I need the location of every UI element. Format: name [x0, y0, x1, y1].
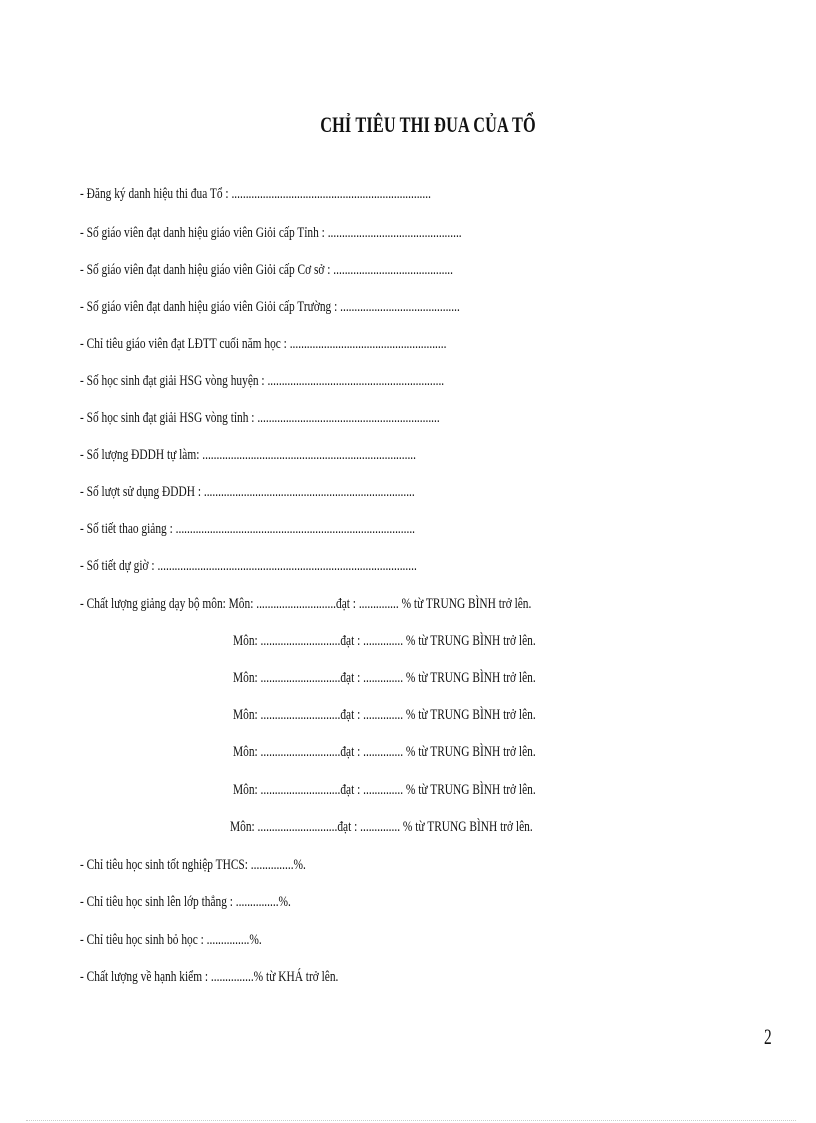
target-line-school-teachers: - Số giáo viên đạt danh hiệu giáo viên Giỏi cấp Trường : ..........................................	[80, 299, 460, 315]
target-line-teaching-quality: - Chất lượng giảng dạy bộ môn: Môn: ............................đạt : .............. % từ TRUNG BÌNH trở lên.	[80, 596, 532, 612]
target-line-school-level-teachers: - Số giáo viên đạt danh hiệu giáo viên Giỏi cấp Cơ sở : ..........................................	[80, 262, 454, 278]
target-line-graduation: - Chỉ tiêu học sinh tốt nghiệp THCS: ...............%.	[80, 857, 306, 873]
page-bottom-divider	[26, 1120, 796, 1121]
target-line-ddhh-made: - Số lượng ĐDDH tự làm: ...........................................................................	[80, 447, 417, 463]
subject-line: Môn: ............................đạt : .............. % từ TRUNG BÌNH trở lên.	[233, 744, 536, 760]
target-line-provincial-hsg: - Số học sinh đạt giải HSG vòng tỉnh : ................................................................	[80, 410, 440, 426]
page-number: 2	[764, 1024, 772, 1049]
document-title: CHỈ TIÊU THI ĐUA CỦA TỔ	[320, 112, 536, 137]
subject-line: Môn: ............................đạt : .............. % từ TRUNG BÌNH trở lên.	[230, 819, 533, 835]
subject-line: Môn: ............................đạt : .............. % từ TRUNG BÌNH trở lên.	[233, 782, 536, 798]
target-line-registration: - Đăng ký danh hiệu thi đua Tổ : ......................................................................	[80, 186, 431, 202]
target-line-observed-lessons: - Số tiết dự giờ : ...........................................................................................	[80, 558, 417, 574]
target-line-ldtt: - Chỉ tiêu giáo viên đạt LĐTT cuối năm học : .......................................................	[80, 336, 447, 352]
subject-line: Môn: ............................đạt : .............. % từ TRUNG BÌNH trở lên.	[233, 670, 536, 686]
target-line-dropout: - Chỉ tiêu học sinh bỏ học : ...............%.	[80, 932, 262, 948]
target-line-ddhh-usage: - Số lượt sử dụng ĐDDH : ..........................................................................	[80, 484, 415, 500]
target-line-promotion: - Chỉ tiêu học sinh lên lớp thẳng : ...............%.	[80, 894, 291, 910]
target-line-conduct: - Chất lượng về hạnh kiểm : ...............% từ KHÁ trở lên.	[80, 969, 339, 985]
target-line-demo-lessons: - Số tiết thao giảng : ....................................................................................	[80, 521, 416, 537]
subject-line: Môn: ............................đạt : .............. % từ TRUNG BÌNH trở lên.	[233, 707, 536, 723]
target-line-provincial-teachers: - Số giáo viên đạt danh hiệu giáo viên Giỏi cấp Tỉnh : ...............................................	[80, 225, 462, 241]
target-line-district-hsg: - Số học sinh đạt giải HSG vòng huyện : ..............................................................	[80, 373, 445, 389]
subject-line: Môn: ............................đạt : .............. % từ TRUNG BÌNH trở lên.	[233, 633, 536, 649]
